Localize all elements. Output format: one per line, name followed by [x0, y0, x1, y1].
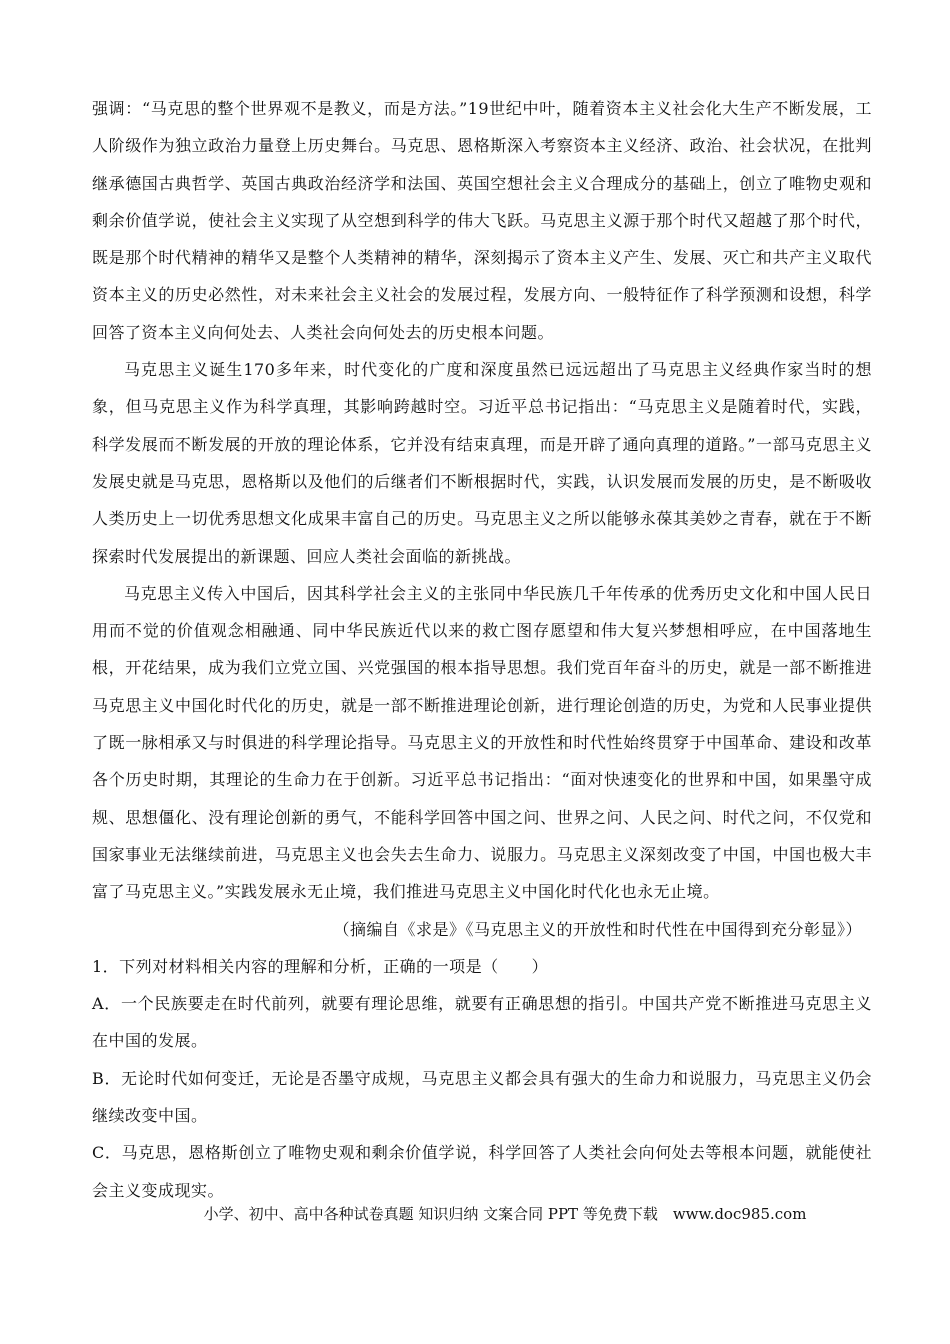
document-body	[92, 90, 872, 1209]
option-b: B．无论时代如何变迁，无论是否墨守成规，马克思主义都会具有强大的生命力和说服力，马克思主义仍会继续改变中国。	[92, 1068, 872, 1126]
source-citation: （摘编自《求是》《马克思主义的开放性和时代性在中国得到充分彰显》）	[333, 919, 862, 939]
page-footer: 小学、初中、高中各种试卷真题 知识归纳 文案合同 PPT 等免费下载 www.doc985.com	[203, 1205, 807, 1223]
question-stem: 1．下列对材料相关内容的理解和分析，正确的一项是（ ）	[92, 956, 549, 976]
option-c: C．马克思，恩格斯创立了唯物史观和剩余价值学说，科学回答了人类社会向何处去等根本问题，就能使社会主义变成现实。	[92, 1143, 872, 1200]
paragraph-1: 强调：“马克思的整个世界观不是教义，而是方法。”19世纪中叶，随着资本主义社会化大生产不断发展，工人阶级作为独立政治力量登上历史舞台。马克思、恩格斯深入考察资本主义经济、政治、社会状况，在批判继承德国古典哲学、英国古典政治经济学和法国、英国空想社会主义合理成分的基础上，创立了唯物史观和剩余价值学说，使社会主义实现了从空想到科学的伟大飞跃。马克思主义源于那个时代又超越了那个时代，既是那个时代精神的精华又是整个人类精神的精华，深刻揭示了资本主义产生、发展、灭亡和共产主义取代资本主义的历史必然性，对未来社会主义社会的发展过程，发展方向、一般特征作了科学预测和设想，科学回答了资本主义向何处去、人类社会向何处去的历史根本问题。	[92, 99, 872, 342]
option-a: A．一个民族要走在时代前列，就要有理论思维，就要有正确思想的指引。中国共产党不断推进马克思主义在中国的发展。	[92, 994, 872, 1051]
paragraph-2: 马克思主义诞生170多年来，时代变化的广度和深度虽然已远远超出了马克思主义经典作家当时的想象，但马克思主义作为科学真理，其影响跨越时空。习近平总书记指出：“马克思主义是随着时代，实践，科学发展而不断发展的开放的理论体系，它并没有结束真理，而是开辟了通向真理的道路。”一部马克思主义发展史就是马克思，恩格斯以及他们的后继者们不断根据时代，实践，认识发展而发展的历史，是不断吸收人类历史上一切优秀思想文化成果丰富自己的历史。马克思主义之所以能够永葆其美妙之青春，就在于不断探索时代发展提出的新课题、回应人类社会面临的新挑战。	[92, 360, 872, 566]
paragraph-3: 马克思主义传入中国后，因其科学社会主义的主张同中华民族几千年传承的优秀历史文化和中国人民日用而不觉的价值观念相融通、同中华民族近代以来的救亡图存愿望和伟大复兴梦想相呼应，在中国落地生根，开花结果，成为我们立党立国、兴党强国的根本指导思想。我们党百年奋斗的历史，就是一部不断推进马克思主义中国化时代化的历史，就是一部不断推进理论创新，进行理论创造的历史，为党和人民事业提供了既一脉相承又与时俱进的科学理论指导。马克思主义的开放性和时代性始终贯穿于中国革命、建设和改革各个历史时期，其理论的生命力在于创新。习近平总书记指出：“面对快速变化的世界和中国，如果墨守成规、思想僵化、没有理论创新的勇气，不能科学回答中国之问、世界之问、人民之问、时代之问，不仅党和国家事业无法继续前进，马克思主义也会失去生命力、说服力。马克思主义深刻改变了中国，中国也极大丰富了马克思主义。”实践发展永无止境，我们推进马克思主义中国化时代化也永无止境。	[92, 583, 872, 902]
